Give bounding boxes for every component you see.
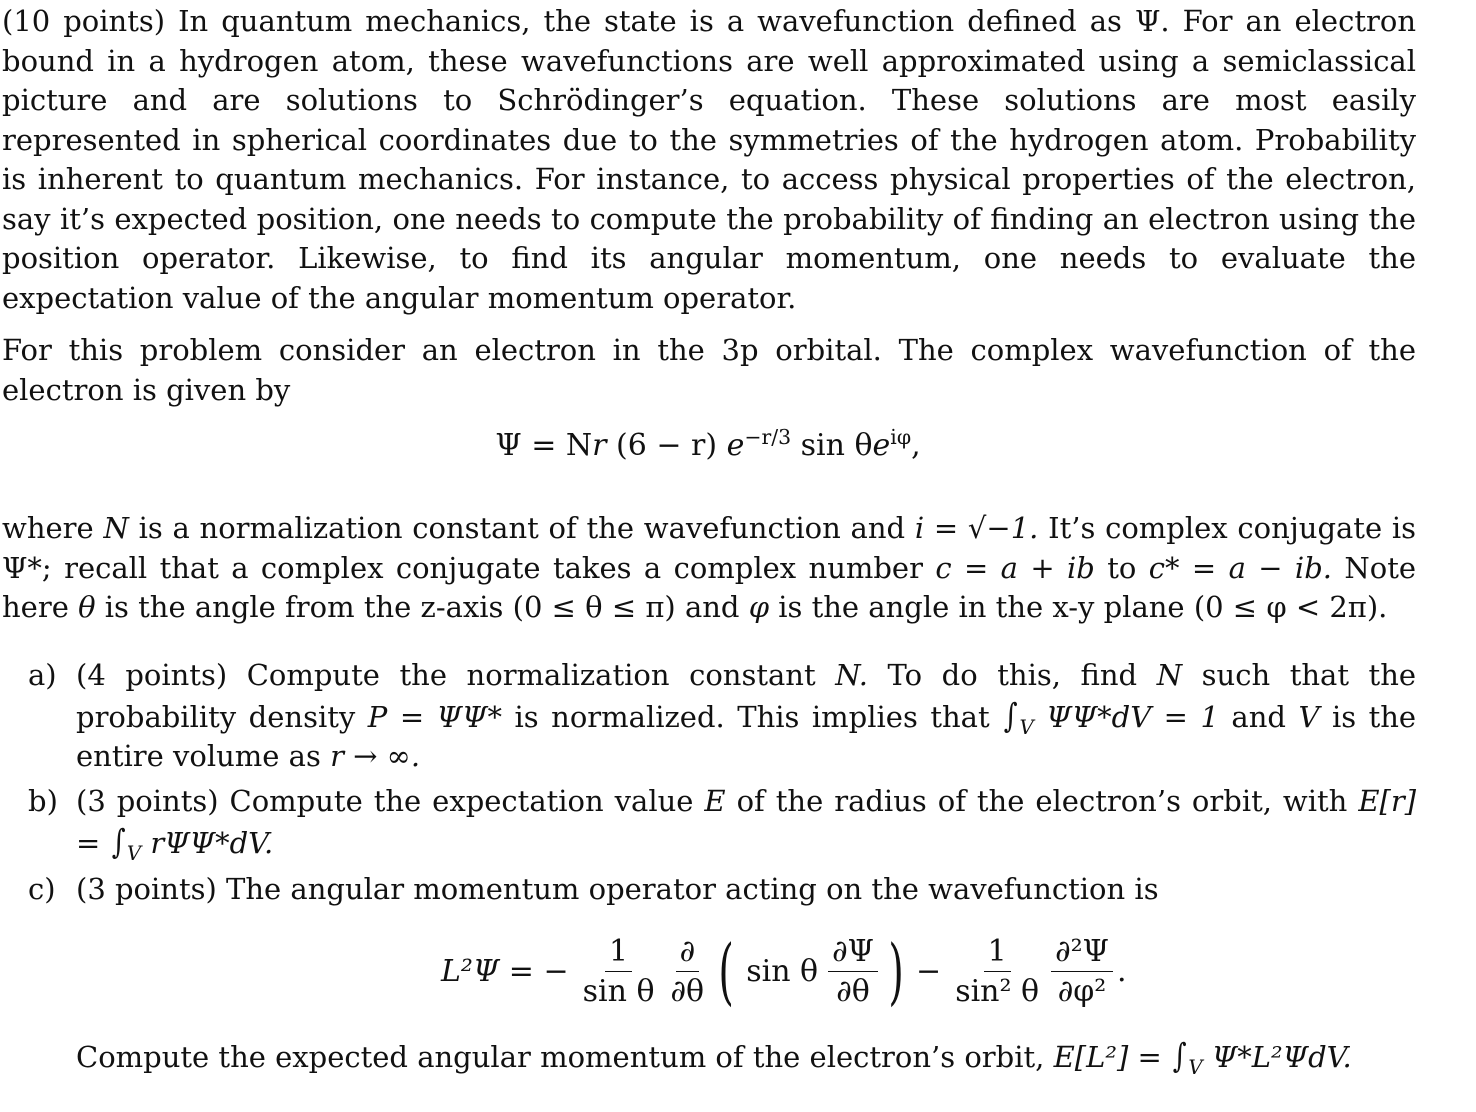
part-b-body: [76, 782, 1416, 863]
final-question: [76, 1036, 1352, 1078]
expl-text-7: is the angle from the z-axis: [104, 590, 504, 624]
part-b-text-2: of the radius of the electron’s orbit, with: [736, 784, 1348, 818]
setup-paragraph: For this problem consider an electron in the 3p orbital. The complex wavefunction of the electron is given by: [2, 333, 1416, 407]
final-math-rhs: Ψ*L²ΨdV.: [1211, 1040, 1352, 1074]
expl-theta: θ: [78, 590, 96, 624]
op-lhs: L²Ψ = −: [441, 953, 569, 989]
op-frac-3-den: ∂θ: [836, 973, 870, 1009]
wf-exp-base: e: [726, 428, 745, 463]
op-minus: −: [916, 953, 942, 989]
op-frac-5-num: ∂²Ψ: [1051, 934, 1113, 972]
expl-i-def: i = √−1.: [914, 511, 1039, 545]
part-c-body: [76, 870, 1416, 910]
expl-text-1: where: [2, 511, 94, 545]
expl-conj: Ψ*;: [2, 550, 52, 585]
op-frac-2-num: ∂: [676, 934, 700, 972]
part-a-math-5: V: [1298, 699, 1320, 734]
expl-text-3: It’s complex conjugate is: [1048, 511, 1417, 545]
op-inner-sin: sin θ: [746, 953, 819, 989]
part-b-label: b): [28, 784, 58, 818]
wf-exp-power: −r/3: [744, 425, 792, 449]
integral-sign: ∫: [1003, 695, 1018, 735]
part-a-label: a): [28, 658, 57, 692]
integral-sign: ∫: [111, 821, 126, 861]
expl-text-6: Note here: [2, 550, 1417, 624]
part-b: [28, 782, 1417, 865]
part-a-math-3: P = ΨΨ*: [367, 699, 502, 734]
part-b-math-1: E: [704, 784, 726, 818]
part-c-label: c): [28, 872, 56, 906]
part-a-text-5: and: [1231, 699, 1286, 734]
angular-momentum-operator-equation: [435, 926, 1127, 1016]
expl-text-2: is a normalization constant of the wavefunction and: [138, 511, 906, 545]
op-frac-4: [951, 934, 1043, 1009]
expl-text-4: recall that a complex conjugate takes a complex number: [64, 550, 923, 585]
wf-sin: sin θ: [800, 428, 873, 463]
part-a-text-3: such that the probability density: [76, 658, 1417, 734]
op-frac-2-den: ∂θ: [670, 973, 705, 1009]
expl-text-5: to: [1107, 550, 1137, 585]
expl-c-def: c = a + ib: [935, 550, 1095, 585]
op-frac-4-num: 1: [984, 934, 1011, 972]
part-a-text-2: To do this, find: [887, 658, 1138, 692]
op-frac-1-den: sin θ: [582, 973, 655, 1009]
part-a-body: [76, 656, 1416, 777]
final-text: Compute the expected angular momentum of the electron’s orbit,: [76, 1040, 1045, 1074]
part-b-int-sub: V: [126, 841, 142, 865]
part-a-math-6: r → ∞.: [330, 739, 421, 773]
wf-lhs: Ψ = N: [495, 428, 593, 463]
part-a-math-4: ΨΨ*dV = 1: [1046, 699, 1219, 734]
part-a: [28, 656, 1416, 776]
part-a-text-1: (4 points) Compute the normalization constant: [76, 658, 816, 692]
part-a-text-4: is normalized. This implies that: [514, 699, 990, 734]
expl-text-8: and: [684, 590, 740, 624]
explanation-paragraph: [2, 509, 1416, 628]
part-c-text-1: (3 points) The angular momentum operator acting on the wavefunction is: [76, 872, 1159, 906]
wavefunction-equation: [0, 425, 1416, 463]
op-frac-4-den: sin² θ: [955, 973, 1040, 1009]
part-a-math-2: N: [1156, 658, 1183, 692]
intro-paragraph: (10 points) In quantum mechanics, the state is a wavefunction defined as Ψ. For an electron bound in a hydrogen atom, these wavefunctions are well approximated using a semiclassical picture and are solutions to Schrödinger’s equation. These solutions are most easily represented in spherical coordinates due to the symmetries of the hydrogen atom. Probability is inherent to quantum mechanics. For instance, to access physical properties of the electron, say it’s expected position, one needs to compute the probability of finding an electron using the position operator. Likewise, to find its angular momentum, one needs to evaluate the expectation value of the angular momentum operator.: [2, 4, 1416, 315]
wf-r: r: [592, 428, 607, 463]
final-int-sub: V: [1188, 1055, 1203, 1079]
integral-sign: ∫: [1172, 1036, 1187, 1075]
op-frac-1: [579, 934, 659, 1009]
wf-factor: (6 − r): [616, 428, 718, 463]
expl-phi: φ: [748, 590, 769, 624]
op-frac-5-den: ∂φ²: [1057, 973, 1107, 1009]
wf-phase-power: iφ: [890, 425, 912, 449]
part-c: [28, 870, 1416, 910]
op-frac-3-num: ∂Ψ: [828, 934, 878, 972]
wf-trail: ,: [911, 428, 921, 463]
part-a-int-sub: V: [1019, 715, 1034, 739]
part-b-text-1: (3 points) Compute the expectation value: [76, 784, 694, 818]
left-paren: (: [718, 929, 734, 1013]
op-frac-2: [667, 934, 709, 1009]
expl-phi-range: (0 ≤ φ < 2π).: [1193, 590, 1388, 624]
expl-cstar-def: c* = a − ib.: [1148, 550, 1332, 585]
expl-text-9: is the angle in the x-y plane: [778, 590, 1185, 624]
op-frac-3: [828, 934, 878, 1009]
part-a-math-1: N.: [835, 658, 868, 692]
part-a-text-6: is the entire volume as: [76, 699, 1417, 773]
expl-theta-range: (0 ≤ θ ≤ π): [512, 590, 676, 624]
part-b-math-3: rΨΨ*dV.: [150, 825, 274, 860]
part-b-math-2: E[r] =: [76, 784, 1417, 860]
op-frac-1-num: 1: [605, 934, 632, 972]
final-math-lhs: E[L²] =: [1053, 1040, 1162, 1074]
wf-phase-base: e: [872, 428, 891, 463]
op-frac-5: [1051, 934, 1113, 1009]
expl-N: N: [103, 511, 129, 545]
right-paren: ): [888, 929, 904, 1013]
op-trail: .: [1116, 953, 1127, 989]
